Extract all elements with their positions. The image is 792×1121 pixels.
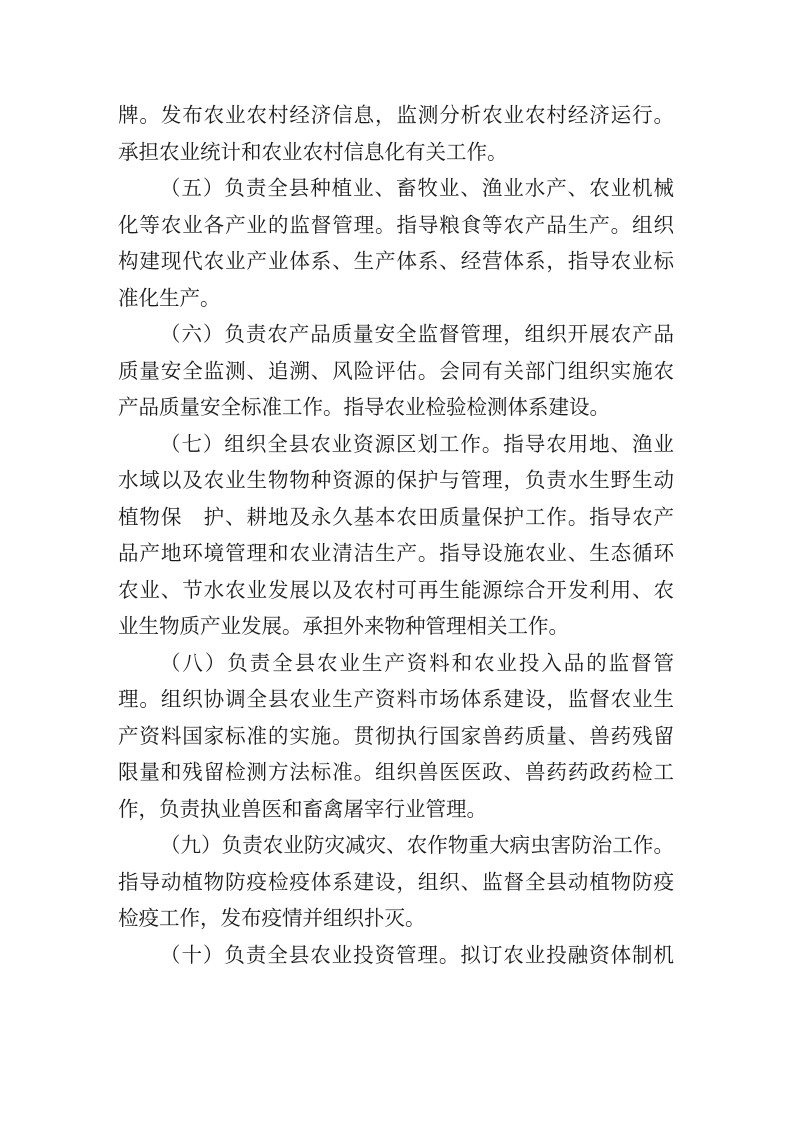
paragraph-p-10 [118, 937, 674, 974]
paragraph-p-9 [118, 827, 674, 937]
text-line: 业生物质产业发展。承担外来物种管理相关工作。 [118, 614, 569, 638]
text-line: 牌。发布农业农村经济信息，监测分析农业农村经济运行。 [118, 103, 674, 127]
text-line: 理。组织协调全县农业生产资料市场体系建设，监督农业生 [118, 687, 674, 711]
text-line: （八）负责全县农业生产资料和农业投入品的监督管 [160, 650, 674, 675]
paragraph-p-5 [118, 170, 674, 316]
text-line: 构建现代农业产业体系、生产体系、经营体系，指导农业标 [118, 249, 674, 273]
text-line: （七）组织全县农业资源区划工作。指导农用地、渔业 [160, 431, 674, 456]
paragraph-p-continued [118, 97, 674, 170]
text-line: 准化生产。 [118, 285, 221, 310]
text-line: 承担农业统计和农业农村信息化有关工作。 [118, 139, 508, 164]
text-line: 农业、节水农业发展以及农村可再生能源综合开发利用、农 [118, 577, 674, 602]
text-line: 指导动植物防疫检疫体系建设，组织、监督全县动植物防疫 [118, 869, 674, 894]
text-line: （十）负责全县农业投资管理。拟订农业投融资体制机 [160, 942, 674, 967]
text-line: 品产地环境管理和农业清洁生产。指导设施农业、生态循环 [118, 541, 674, 565]
text-line: 产品质量安全标准工作。指导农业检验检测体系建设。 [118, 395, 610, 419]
text-line: 质量安全监测、追溯、风险评估。会同有关部门组织实施农 [118, 358, 674, 383]
text-line: （五）负责全县种植业、畜牧业、渔业水产、农业机械 [160, 176, 674, 200]
text-line: 作，负责执业兽医和畜禽屠宰行业管理。 [118, 796, 487, 821]
text-line: 植物保 护、耕地及永久基本农田质量保护工作。指导农产 [118, 504, 674, 529]
paragraph-p-6 [118, 316, 674, 426]
text-line: 限量和残留检测方法标准。组织兽医医政、兽药药政药检工 [118, 760, 674, 784]
paragraph-p-8 [118, 645, 674, 828]
document-body [118, 97, 674, 973]
text-line: 检疫工作，发布疫情并组织扑灭。 [118, 906, 426, 930]
paragraph-p-7 [118, 426, 674, 645]
text-line: （九）负责农业防灾减灾、农作物重大病虫害防治工作。 [160, 833, 674, 857]
text-line: （六）负责农产品质量安全监督管理，组织开展农产品 [160, 322, 674, 346]
text-line: 化等农业各产业的监督管理。指导粮食等农产品生产。组织 [118, 212, 674, 237]
text-line: 水域以及农业生物物种资源的保护与管理，负责水生野生动 [118, 468, 674, 492]
text-line: 产资料国家标准的实施。贯彻执行国家兽药质量、兽药残留 [118, 723, 674, 748]
